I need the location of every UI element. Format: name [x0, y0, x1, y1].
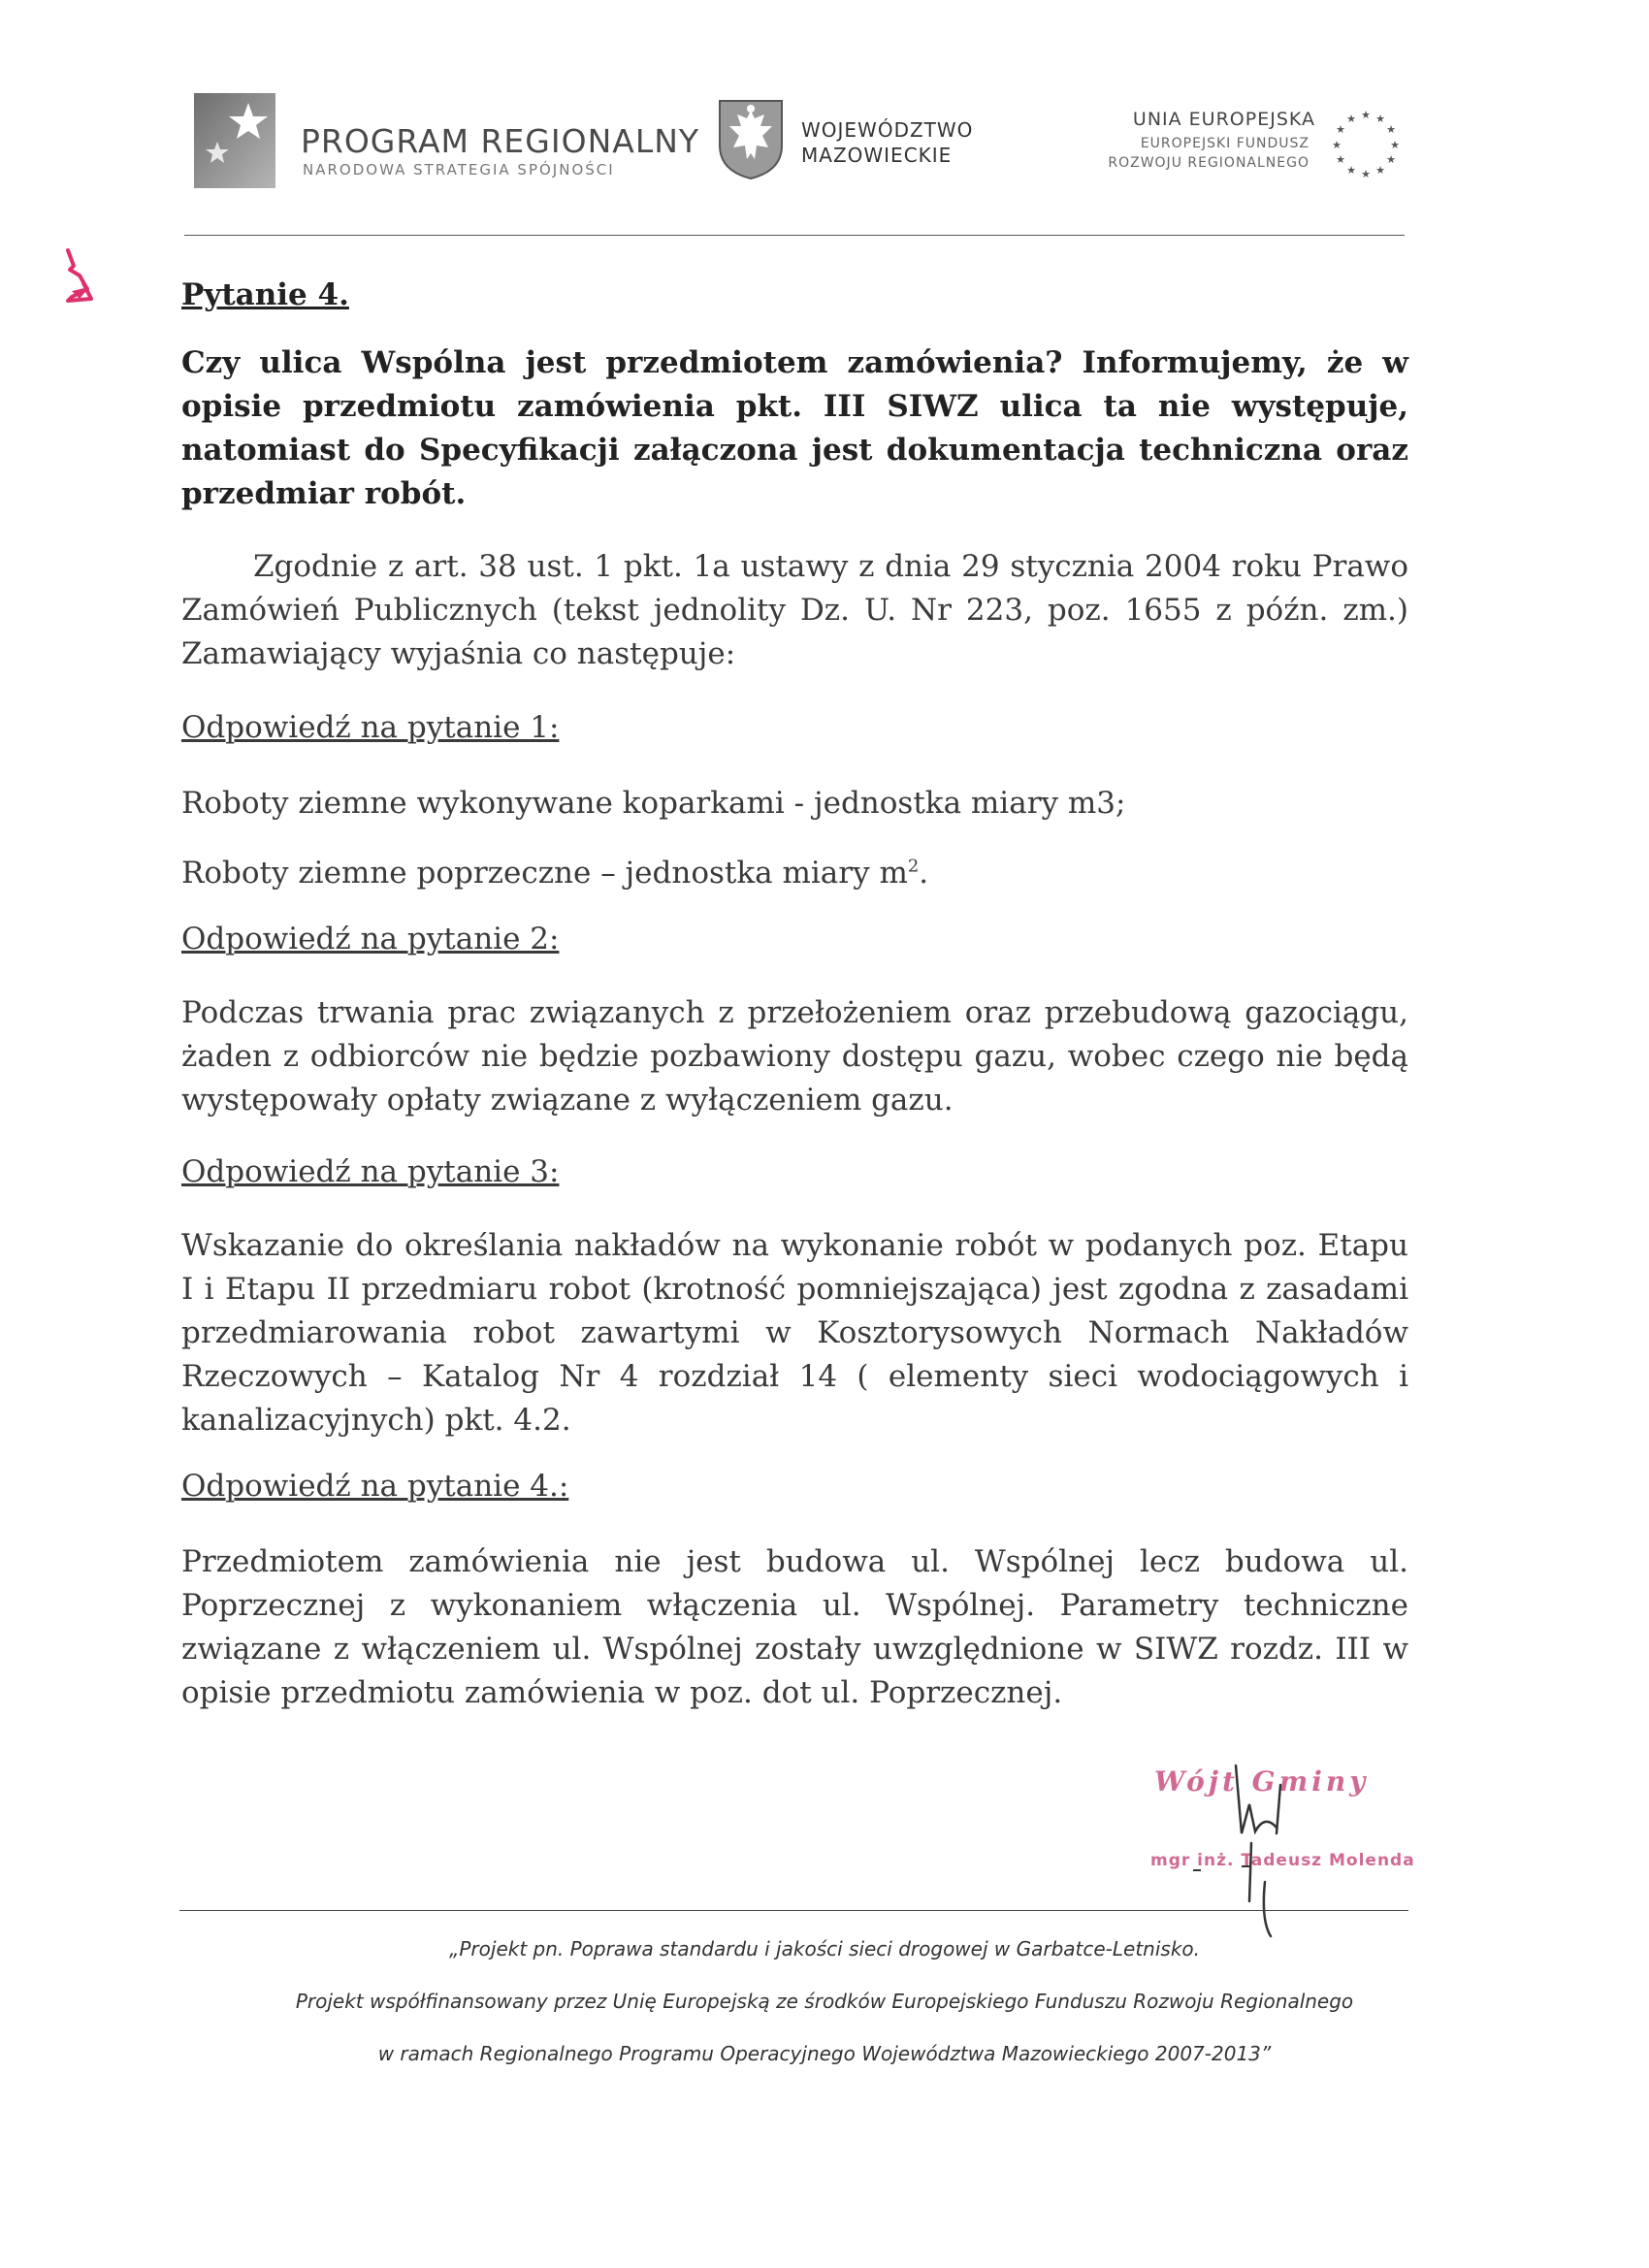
mazowieckie-logo: [716, 97, 1026, 184]
eu-stars-icon: [1325, 105, 1406, 186]
answer-1-line2-end: .: [919, 856, 929, 891]
region-line2: MAZOWIECKIE: [801, 144, 953, 167]
footer-divider: [179, 1910, 1408, 1911]
svg-text:★: ★: [1332, 139, 1342, 151]
footer-line1: „Projekt pn. Poprawa standardu i jakości sieci drogowej w Garbatce-Letnisko.: [449, 1937, 1200, 1960]
footer-line3: w ramach Regionalnego Programu Operacyjnego Województwa Mazowieckiego 2007-2013”: [377, 2042, 1272, 2065]
region-line1: WOJEWÓDZTWO: [801, 118, 974, 142]
signature-stamp: [1135, 1746, 1455, 1940]
margin-check-mark-icon: [58, 243, 107, 310]
answer-1-line2-main: Roboty ziemne poprzeczne – jednostka miary m: [181, 856, 908, 891]
program-subtitle: NARODOWA STRATEGIA SPÓJNOŚCI: [303, 161, 615, 178]
answer-4-text: Przedmiotem zamówienia nie jest budowa ul. Wspólnej lecz budowa ul. Poprzecznej z wykonaniem włączenia ul. Wspólnej. Parametry techniczne związane z włączeniem ul. Wspólnej zostały uwzględnione w SIWZ rozdz. III w opisie przedmiotu zamówienia w poz. dot ul. Poprzecznej.: [181, 1544, 1408, 1710]
answer-1-heading-block: [181, 710, 1408, 745]
svg-text:★: ★: [1375, 164, 1385, 177]
answer-1-line2-sup: 2: [907, 856, 920, 877]
program-regionalny-logo: [194, 87, 708, 194]
svg-text:★: ★: [1390, 139, 1400, 151]
answer-1-line1: Roboty ziemne wykonywane koparkami - jednostka miary m3;: [181, 786, 1126, 821]
svg-text:★: ★: [1386, 123, 1396, 136]
svg-text:★: ★: [1346, 164, 1356, 177]
stamp-name: mgr inż. Tadeusz Molenda: [1150, 1851, 1415, 1870]
header-logos: [184, 87, 1406, 194]
stamp-title: Wójt Gminy: [1154, 1766, 1370, 1798]
eu-line2: EUROPEJSKI FUNDUSZ: [1140, 136, 1310, 151]
svg-text:★: ★: [1336, 153, 1345, 166]
answer-2-heading: Odpowiedź na pytanie 2:: [181, 922, 560, 956]
svg-text:★: ★: [1336, 123, 1345, 136]
svg-text:★: ★: [1346, 113, 1356, 125]
answer-3-heading: Odpowiedź na pytanie 3:: [181, 1154, 560, 1189]
answer-2-heading-block: [181, 922, 1408, 956]
eu-line1: UNIA EUROPEJSKA: [1132, 109, 1315, 130]
answer-3-heading-block: [181, 1154, 1408, 1189]
handwritten-signature-icon: [1135, 1746, 1455, 1940]
answer-1-line2: [181, 852, 1408, 895]
answer-4-heading: Odpowiedź na pytanie 4.:: [181, 1469, 569, 1504]
svg-text:★: ★: [1361, 109, 1371, 121]
eagle-crest-icon: [716, 97, 786, 180]
header-divider: [184, 235, 1405, 236]
program-star-emblem-icon: [194, 93, 275, 188]
program-title: PROGRAM REGIONALNY: [301, 122, 700, 160]
question-heading-block: [181, 277, 1408, 312]
eu-logo: [1028, 105, 1406, 192]
answer-3-text: Wskazanie do określania nakładów na wykonanie robót w podanych poz. Etapu I i Etapu II przedmiaru robot (krotność pomniejszająca) jest zgodna z zasadami przedmiarowania robot zawartymi w Kosztorysowych Normach Nakładów Rzeczowych – Katalog Nr 4 rozdział 14 ( elementy sieci wodociągowych i kanalizacyjnych) pkt. 4.2.: [181, 1228, 1408, 1438]
eu-line3: ROZWOJU REGIONALNEGO: [1108, 155, 1310, 171]
footer-line2: Projekt współfinansowany przez Unię Europejską ze środków Europejskiego Funduszu Rozwoju Regionalnego: [295, 1990, 1354, 2013]
intro-paragraph: Zgodnie z art. 38 ust. 1 pkt. 1a ustawy z dnia 29 stycznia 2004 roku Prawo Zamówień Publicznych (tekst jednolity Dz. U. Nr 223, poz. 1655 z późn. zm.) Zamawiający wyjaśnia co następuje:: [181, 549, 1408, 671]
question-text: Czy ulica Wspólna jest przedmiotem zamówienia? Informujemy, że w opisie przedmiotu zamówienia pkt. III SIWZ ulica ta nie występuje, natomiast do Specyfikacji załączona jest dokumentacja techniczna oraz przedmiar robót.: [181, 345, 1408, 511]
svg-text:★: ★: [1386, 153, 1396, 166]
answer-4-heading-block: [181, 1469, 1408, 1504]
svg-text:★: ★: [1361, 168, 1371, 180]
question-heading: Pytanie 4.: [181, 277, 349, 312]
answer-1-heading: Odpowiedź na pytanie 1:: [181, 710, 560, 745]
answer-2-text: Podczas trwania prac związanych z przełożeniem oraz przebudową gazociągu, żaden z odbiorców nie będzie pozbawiony dostępu gazu, wobec czego nie będą występowały opłaty związane z wyłączeniem gazu.: [181, 995, 1408, 1118]
svg-text:★: ★: [1375, 113, 1385, 125]
